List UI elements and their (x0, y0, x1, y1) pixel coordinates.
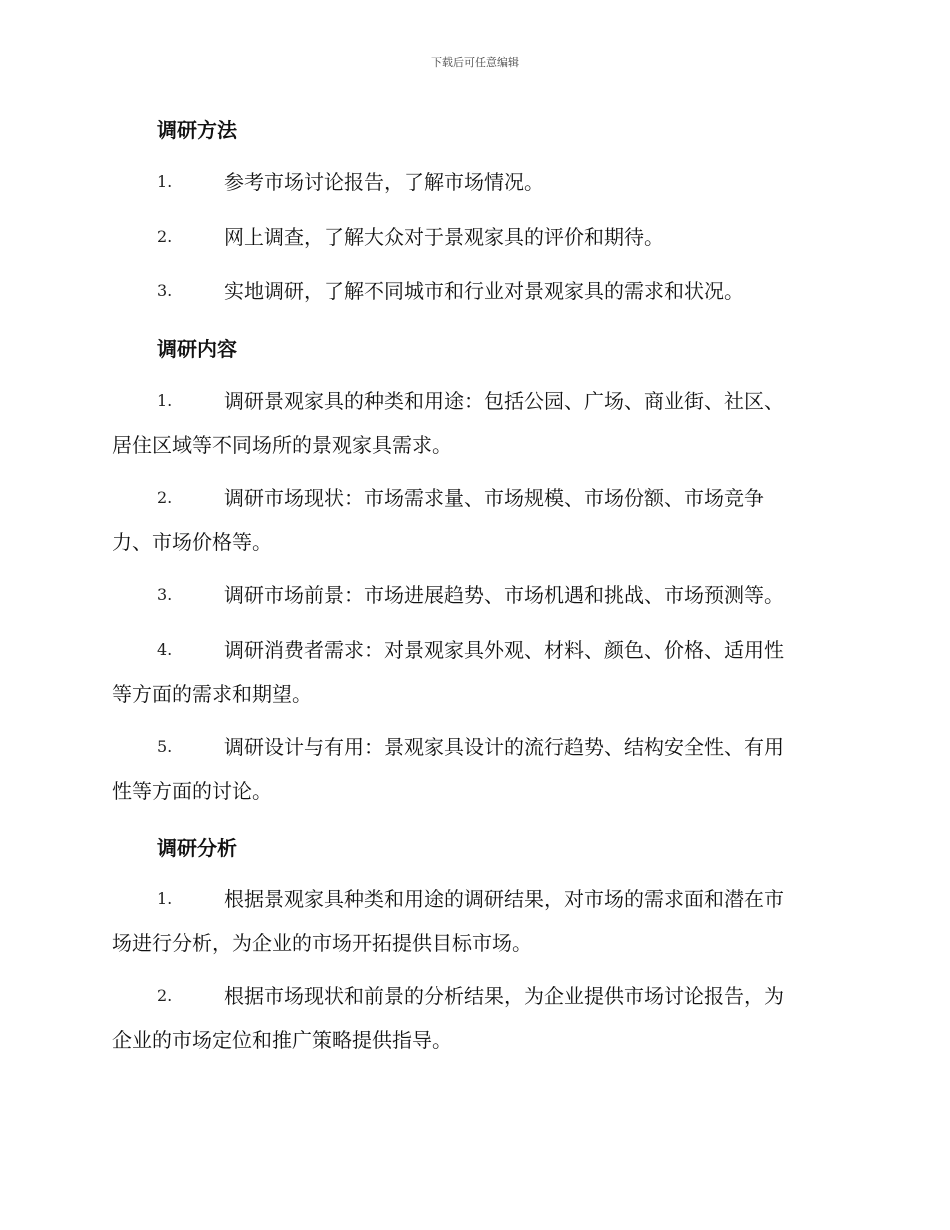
item-text-continued: 场进行分析，为企业的市场开拓提供目标市场。 (112, 931, 532, 955)
item-number: 1. (157, 172, 173, 191)
item-number: 2. (157, 227, 173, 246)
list-item (112, 160, 837, 204)
item-number: 5. (157, 737, 173, 756)
list-item (112, 269, 837, 313)
item-text: 调研市场前景：市场进展趋势、市场机遇和挑战、市场预测等。 (224, 583, 784, 607)
item-text: 网上调查，了解大众对于景观家具的评价和期待。 (224, 225, 664, 249)
list-item (112, 974, 837, 1062)
item-text: 参考市场讨论报告，了解市场情况。 (224, 170, 544, 194)
item-text: 根据市场现状和前景的分析结果，为企业提供市场讨论报告，为 (224, 984, 784, 1008)
item-text-continued: 等方面的需求和期望。 (112, 682, 312, 706)
item-text: 调研消费者需求：对景观家具外观、材料、颜色、价格、适用性 (224, 638, 784, 662)
list-item (112, 877, 837, 965)
item-text: 调研设计与有用：景观家具设计的流行趋势、结构安全性、有用 (224, 735, 784, 759)
item-text-continued: 性等方面的讨论。 (112, 779, 272, 803)
item-number: 3. (157, 281, 173, 300)
item-text: 调研市场现状：市场需求量、市场规模、市场份额、市场竞争 (224, 486, 764, 510)
list-item (112, 628, 837, 716)
section-heading-methods: 调研方法 (157, 118, 237, 142)
item-number: 1. (157, 391, 173, 410)
item-text: 实地调研，了解不同城市和行业对景观家具的需求和状况。 (224, 279, 744, 303)
item-number: 3. (157, 585, 173, 604)
list-item (112, 215, 837, 259)
item-text-continued: 居住区域等不同场所的景观家具需求。 (112, 433, 452, 457)
item-number: 2. (157, 488, 173, 507)
list-item (112, 379, 837, 467)
list-item (112, 573, 837, 617)
item-number: 1. (157, 889, 173, 908)
item-text: 调研景观家具的种类和用途：包括公园、广场、商业街、社区、 (224, 389, 784, 413)
page-header: 下载后可任意编辑 (431, 56, 519, 69)
item-number: 2. (157, 986, 173, 1005)
item-text-continued: 企业的市场定位和推广策略提供指导。 (112, 1028, 452, 1052)
list-item (112, 476, 837, 564)
item-text: 根据景观家具种类和用途的调研结果，对市场的需求面和潜在市 (224, 887, 784, 911)
section-heading-content: 调研内容 (157, 337, 237, 361)
list-item (112, 725, 837, 813)
section-heading-analysis: 调研分析 (157, 836, 237, 860)
item-text-continued: 力、市场价格等。 (112, 530, 272, 554)
item-number: 4. (157, 640, 173, 659)
